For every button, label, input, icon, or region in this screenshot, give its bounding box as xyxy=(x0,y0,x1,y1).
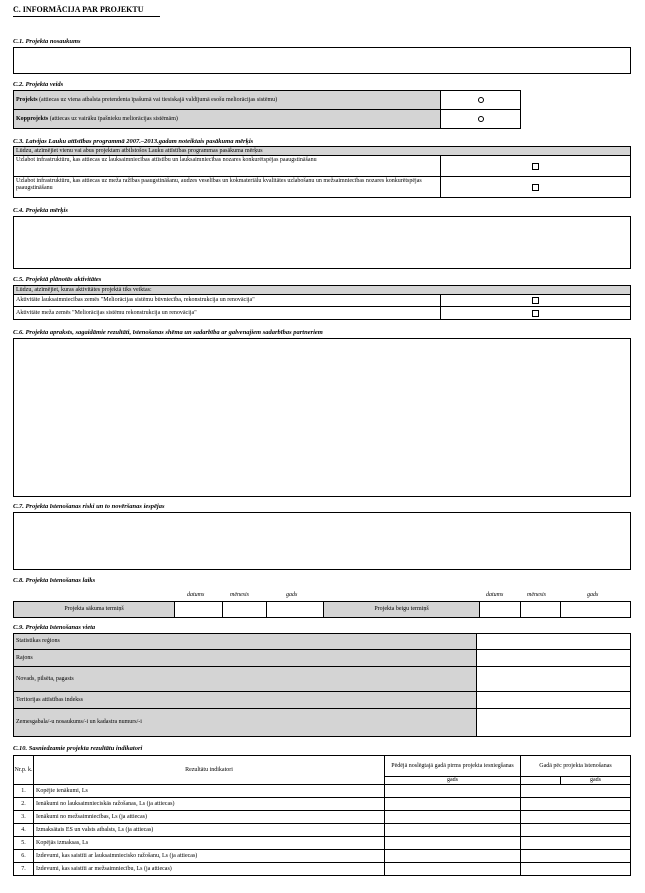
start-date-day-label: datums xyxy=(187,592,205,598)
indicator-row-previous-year-field[interactable] xyxy=(384,849,521,863)
start-date-day-field[interactable] xyxy=(174,601,223,618)
c3-goal-agriculture: Uzlabot infrastruktūru, kas attiecas uz lauksaimniecības attīstību un lauksaimniecības nozares konkurētspējas paaugstināšanu xyxy=(13,155,441,177)
c3-goal-agriculture-cell xyxy=(440,155,631,177)
end-date-day-label: datums xyxy=(486,592,504,598)
indicator-row-nr: 5. xyxy=(13,836,34,850)
indicator-row-previous-year-field[interactable] xyxy=(384,784,521,798)
c10-previous-year-gads: gads xyxy=(384,776,521,785)
c2-option-joint-bold: Kopprojekts xyxy=(16,115,49,122)
location-region-label: Statistikas reģions xyxy=(13,633,477,650)
location-region-field[interactable] xyxy=(476,633,631,650)
end-date-year-field[interactable] xyxy=(560,601,631,618)
c2-option-joint-cell xyxy=(440,109,521,129)
c2-title: C.2. Projekta veids xyxy=(13,81,64,88)
c9-title: C.9. Projekta īstenošanas vieta xyxy=(13,624,96,631)
indicator-row-nr: 7. xyxy=(13,862,34,876)
c2-option-joint xyxy=(13,109,441,129)
c5-activity-forestry: Aktivitāte meža zemēs "Meliorācijas sistēmu rekonstrukcija un renovācija" xyxy=(13,306,441,320)
location-district-label: Rajons xyxy=(13,649,477,667)
c4-title: C.4. Projekta mērķis xyxy=(13,207,68,214)
project-risks-field[interactable] xyxy=(13,512,631,570)
c2-option-project-bold: Projekts xyxy=(16,96,38,103)
location-municipality-label: Novads, pilsēta, pagasts xyxy=(13,666,477,692)
c10-col-indicators: Rezultātu indikatori xyxy=(33,755,385,785)
c6-title: C.6. Projekta apraksts, sagaidāmie rezultāti, īstenošanas shēma un sadarbība ar galvenajiem sadarbības partneriem xyxy=(13,329,323,336)
indicator-row-nr: 1. xyxy=(13,784,34,798)
indicator-row-label: Izdevumi, kas saistīti ar lauksaimniecisko ražošanu, Ls (ja attiecas) xyxy=(33,849,385,863)
activity-forestry-checkbox[interactable] xyxy=(532,310,539,317)
c2-option-project xyxy=(13,90,441,110)
c2-option-project-cell xyxy=(440,90,521,110)
c5-activity-agriculture: Aktivitāte lauksaimniecības zemēs "Meliorācijas sistēmu būvniecība, rekonstrukcija un renovācija" xyxy=(13,294,441,307)
project-goal-field[interactable] xyxy=(13,216,631,269)
indicator-row-previous-year-field[interactable] xyxy=(384,797,521,811)
heading-underline xyxy=(13,16,160,17)
location-index-label: Teritorijas attīstības indekss xyxy=(13,691,477,709)
start-date-year-field[interactable] xyxy=(266,601,324,618)
c10-col-previous-year: Pēdējā noslēgtajā gadā pirms projekta iesniegšanas xyxy=(384,755,521,777)
end-date-month-field[interactable] xyxy=(520,601,561,618)
indicator-row-previous-year-field[interactable] xyxy=(384,862,521,876)
start-date-label: Projekta sākuma termiņš xyxy=(13,601,175,618)
indicator-row-label: Ienākumi no mežsaimniecības, Ls (ja attiecas) xyxy=(33,810,385,824)
end-date-year-label: gads xyxy=(587,592,599,598)
goal-forestry-checkbox[interactable] xyxy=(532,184,539,191)
c3-goal-forestry: Uzlabot infrastruktūru, kas attiecas uz meža ražības paaugstināšanu, audzes veselības un kokmateriālu kvalitātes uzlabošanu un mežsaimniecības nozares konkurētspējas paaugstināšanu xyxy=(13,176,441,198)
end-date-label: Projekta beigu termiņš xyxy=(323,601,480,618)
indicator-row-previous-year-field[interactable] xyxy=(384,823,521,837)
indicator-row-after-project-field[interactable] xyxy=(520,810,631,824)
c3-instruction: Lūdzu, atzīmējiet vienu vai abus projektam atbilstošos Lauku attīstības programmas pasākuma mērķus xyxy=(13,146,631,156)
c7-title: C.7. Projekta īstenošanas riski un to novēršanas iespējas xyxy=(13,503,165,510)
end-date-day-field[interactable] xyxy=(479,601,521,618)
start-date-month-label: mēnesis xyxy=(230,592,249,598)
page-heading: C. INFORMĀCIJA PAR PROJEKTU xyxy=(13,5,144,14)
c1-title: C.1. Projekta nosaukums xyxy=(13,38,81,45)
c10-col-after-project: Gadā pēc projekta īstenošanas xyxy=(520,755,631,777)
indicator-row-nr: 4. xyxy=(13,823,34,837)
indicator-row-after-project-field[interactable] xyxy=(520,849,631,863)
c5-activity-forestry-cell xyxy=(440,306,631,320)
indicator-row-after-project-field[interactable] xyxy=(520,797,631,811)
indicator-row-previous-year-field[interactable] xyxy=(384,836,521,850)
c3-goal-forestry-cell xyxy=(440,176,631,198)
c5-instruction: Lūdzu, atzīmējiet, kuras aktivitātes projektā tiks veiktas: xyxy=(13,285,631,295)
c5-title: C.5. Projektā plānotās aktivitātes xyxy=(13,276,102,283)
c10-title: C.10. Sasniedzamie projekta rezultātu indikatori xyxy=(13,745,143,752)
start-date-year-label: gads xyxy=(286,592,298,598)
indicator-row-after-project-field[interactable] xyxy=(520,823,631,837)
location-district-field[interactable] xyxy=(476,649,631,667)
indicator-row-label: Kopējie ienākumi, Ls xyxy=(33,784,385,798)
indicator-row-label: Izmaksātais ES un valsts atbalsts, Ls (ja attiecas) xyxy=(33,823,385,837)
location-cadastre-label: Zemesgabala/-u nosaukums/-i un kadastra numurs/-i xyxy=(13,708,477,737)
c3-title: C.3. Latvijas Lauku attīstības programmā 2007.–2013.gadam noteiktais pasākuma mērķis xyxy=(13,138,254,145)
location-municipality-field[interactable] xyxy=(476,666,631,692)
end-date-month-label: mēnesis xyxy=(527,592,546,598)
c10-after-project-gads: gads xyxy=(560,776,631,785)
project-type-radio-project[interactable] xyxy=(478,97,484,103)
indicator-row-previous-year-field[interactable] xyxy=(384,810,521,824)
c2-option-joint-text: (attiecas uz vairāku īpašnieku meliorācijas sistēmām) xyxy=(48,115,178,122)
indicator-row-label: Ienākumi no lauksaimnieciskās ražošanas, Ls (ja attiecas) xyxy=(33,797,385,811)
indicator-row-nr: 2. xyxy=(13,797,34,811)
c8-title: C.8. Projekta īstenošanas laiks xyxy=(13,577,96,584)
location-index-field[interactable] xyxy=(476,691,631,709)
c2-option-project-text: (attiecas uz viena atbalsta pretendenta īpašumā vai tiesiskajā valdījumā esošu meliorācijas sistēmu) xyxy=(37,96,278,103)
indicator-row-after-project-field[interactable] xyxy=(520,836,631,850)
goal-agriculture-checkbox[interactable] xyxy=(532,163,539,170)
project-name-field[interactable] xyxy=(13,47,631,74)
activity-agriculture-checkbox[interactable] xyxy=(532,297,539,304)
c10-col-nr: Nr.p. k. xyxy=(13,755,34,785)
indicator-row-after-project-field[interactable] xyxy=(520,784,631,798)
location-cadastre-field[interactable] xyxy=(476,708,631,737)
indicator-row-nr: 3. xyxy=(13,810,34,824)
project-type-radio-joint[interactable] xyxy=(478,116,484,122)
indicator-row-label: Kopējās izmaksas, Ls xyxy=(33,836,385,850)
indicator-row-label: Izdevumi, kas saistīti ar mežsaimniecību, Ls (ja attiecas) xyxy=(33,862,385,876)
start-date-month-field[interactable] xyxy=(222,601,267,618)
indicator-row-after-project-field[interactable] xyxy=(520,862,631,876)
project-description-field[interactable] xyxy=(13,338,631,497)
indicator-row-nr: 6. xyxy=(13,849,34,863)
